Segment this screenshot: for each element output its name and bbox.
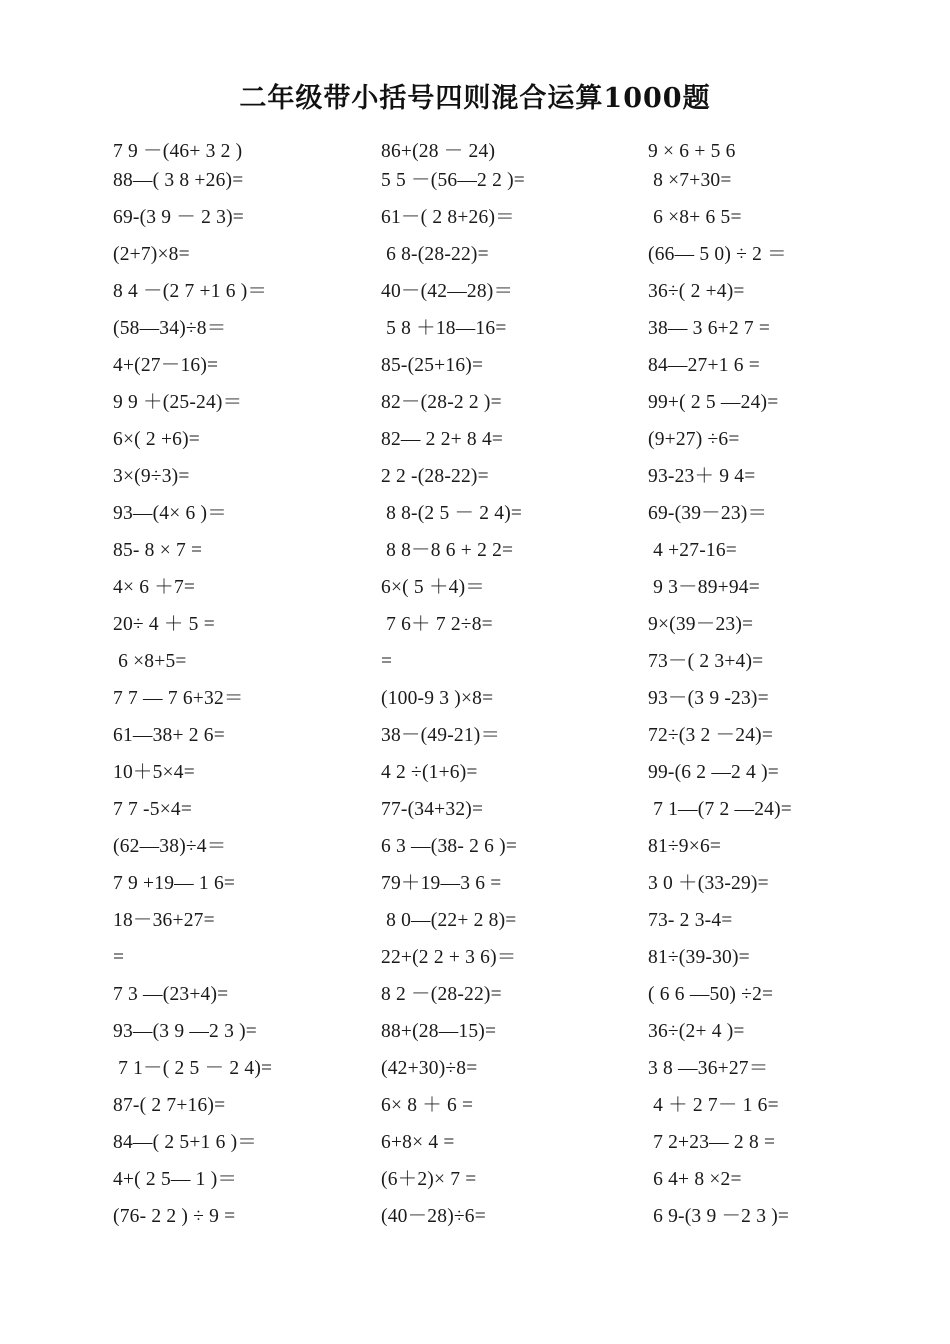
problem-item: [648, 347, 908, 384]
problem-item: [113, 458, 363, 495]
problem-item: [113, 754, 363, 791]
problem-text: 4 ＋ 2 7－ 1 6=: [648, 1095, 779, 1116]
problem-item: [648, 1161, 908, 1198]
problem-text: 88—( 3 8 +26)=: [113, 170, 244, 191]
problem-text: 6 ×8+5=: [113, 651, 187, 672]
problem-item: [113, 717, 363, 754]
problem-item: [113, 1161, 363, 1198]
problem-item: [381, 421, 631, 458]
problem-item: [648, 1198, 908, 1235]
problem-item: [113, 902, 363, 939]
problem-item: [113, 643, 363, 680]
problem-item: [113, 828, 363, 865]
problem-item: [648, 828, 908, 865]
problem-item: [381, 458, 631, 495]
problem-item: [648, 717, 908, 754]
problem-item: [648, 236, 908, 273]
problem-text: 86+(28 － 24): [381, 141, 496, 162]
problem-item: [381, 606, 631, 643]
problem-text: 8 ×7+30=: [648, 170, 732, 191]
problem-text: 3 0 ＋(33-29)=: [648, 873, 769, 894]
problem-text: 18－36+27=: [113, 910, 215, 931]
problem-text: 7 9 +19— 1 6=: [113, 873, 236, 894]
problem-item: [648, 199, 908, 236]
problem-text: 3×(9÷3)=: [113, 466, 190, 487]
problem-text: 69-(39－23)＝: [648, 503, 768, 524]
problem-text: 69-(3 9 － 2 3)=: [113, 207, 244, 228]
problem-item: [381, 495, 631, 532]
problem-item: [113, 199, 363, 236]
problem-text: 6×( 5 ＋4)＝: [381, 577, 485, 598]
problem-text: 87-( 2 7+16)=: [113, 1095, 226, 1116]
problem-item: [113, 680, 363, 717]
problem-text: 6×( 2 +6)=: [113, 429, 200, 450]
problem-text: 6+8× 4 =: [381, 1132, 455, 1153]
problem-item: [381, 1087, 631, 1124]
problem-item: [113, 384, 363, 421]
problem-text: 9 9 ＋(25-24)＝: [113, 392, 243, 413]
problem-text: 7 2+23— 2 8 =: [648, 1132, 776, 1153]
problem-item: [381, 1198, 631, 1235]
problem-text: (2+7)×8=: [113, 244, 190, 265]
problem-item: [648, 273, 908, 310]
problem-text: 4 2 ÷(1+6)=: [381, 762, 478, 783]
problem-text: 93—(3 9 —2 3 )=: [113, 1021, 257, 1042]
problem-text: 10＋5×4=: [113, 762, 195, 783]
problem-text: 79＋19—3 6 =: [381, 873, 502, 894]
problem-text: 7 3 —(23+4)=: [113, 984, 229, 1005]
problem-text: 85-(25+16)=: [381, 355, 484, 376]
problem-grid: [0, 132, 950, 1242]
problem-item: [113, 162, 363, 199]
problem-text: 9 × 6 + 5 6: [648, 141, 736, 162]
problem-item: [648, 606, 908, 643]
problem-text: =: [113, 947, 125, 968]
problem-item: [648, 1050, 908, 1087]
problem-item: [381, 347, 631, 384]
problem-text: 82－(28-2 2 )=: [381, 392, 502, 413]
problem-item: [381, 236, 631, 273]
problem-item: [113, 532, 363, 569]
problem-item: [113, 865, 363, 902]
problem-text: 61—38+ 2 6=: [113, 725, 225, 746]
problem-text: 85- 8 × 7 =: [113, 540, 203, 561]
problem-item: [113, 939, 363, 976]
problem-item: [381, 273, 631, 310]
problem-item: [648, 1087, 908, 1124]
problem-item: [381, 643, 631, 680]
problem-text: 6 3 —(38- 2 6 )=: [381, 836, 518, 857]
problem-item: [381, 754, 631, 791]
problem-text: =: [381, 651, 393, 672]
problem-column-3: [648, 132, 908, 1235]
problem-item: [113, 1087, 363, 1124]
problem-text: (66— 5 0) ÷ 2 ＝: [648, 244, 787, 265]
problem-item: [113, 273, 363, 310]
problem-item: [113, 1050, 363, 1087]
problem-item: [648, 791, 908, 828]
problem-text: ( 6 6 —50) ÷2=: [648, 984, 774, 1005]
problem-text: (40－28)÷6=: [381, 1206, 486, 1227]
problem-item: [113, 569, 363, 606]
problem-item: [648, 495, 908, 532]
problem-item: [113, 310, 363, 347]
problem-text: 6 ×8+ 6 5=: [648, 207, 742, 228]
problem-item: [381, 1161, 631, 1198]
problem-item: [648, 976, 908, 1013]
problem-text: 84—( 2 5+1 6 )＝: [113, 1132, 257, 1153]
problem-item: [381, 865, 631, 902]
problem-text: 93—(4× 6 )＝: [113, 503, 227, 524]
problem-item: [381, 384, 631, 421]
problem-item: [381, 976, 631, 1013]
problem-item: [648, 939, 908, 976]
problem-text: 5 8 ＋18—16=: [381, 318, 507, 339]
problem-item: [648, 680, 908, 717]
problem-text: 9×(39－23)=: [648, 614, 754, 635]
problem-text: 99+( 2 5 —24)=: [648, 392, 779, 413]
problem-text: 7 6＋ 7 2÷8=: [381, 614, 493, 635]
problem-text: (100-9 3 )×8=: [381, 688, 494, 709]
problem-text: 38－(49-21)＝: [381, 725, 501, 746]
problem-text: 8 4 －(2 7 +1 6 )＝: [113, 281, 268, 302]
problem-item: [113, 791, 363, 828]
problem-text: 7 7 -5×4=: [113, 799, 193, 820]
problem-text: 3 8 —36+27＝: [648, 1058, 769, 1079]
problem-text: 6 9-(3 9 －2 3 )=: [648, 1206, 790, 1227]
problem-text: 84—27+1 6 =: [648, 355, 760, 376]
problem-item: [648, 569, 908, 606]
problem-column-2: [381, 132, 631, 1235]
problem-item: [113, 1013, 363, 1050]
problem-text: 7 1－( 2 5 － 2 4)=: [113, 1058, 273, 1079]
problem-text: 5 5 －(56—2 2 )=: [381, 170, 525, 191]
problem-text: (62—38)÷4＝: [113, 836, 227, 857]
problem-item: [113, 132, 363, 162]
problem-text: 77-(34+32)=: [381, 799, 484, 820]
problem-text: 82— 2 2+ 8 4=: [381, 429, 504, 450]
problem-item: [648, 1013, 908, 1050]
problem-item: [648, 458, 908, 495]
problem-item: [648, 162, 908, 199]
problem-item: [381, 939, 631, 976]
problem-text: 7 9 －(46+ 3 2 ): [113, 141, 243, 162]
problem-item: [381, 132, 631, 162]
problem-text: 72÷(3 2 －24)=: [648, 725, 774, 746]
problem-item: [113, 1124, 363, 1161]
problem-item: [113, 347, 363, 384]
problem-text: 6 8-(28-22)=: [381, 244, 489, 265]
problem-text: 93－(3 9 -23)=: [648, 688, 769, 709]
problem-text: 9 3－89+94=: [648, 577, 760, 598]
problem-text: 2 2 -(28-22)=: [381, 466, 489, 487]
problem-item: [381, 791, 631, 828]
problem-item: [381, 1013, 631, 1050]
problem-text: 73－( 2 3+4)=: [648, 651, 764, 672]
problem-text: 6 4+ 8 ×2=: [648, 1169, 742, 1190]
problem-text: 4× 6 ＋7=: [113, 577, 196, 598]
problem-item: [381, 532, 631, 569]
problem-item: [113, 976, 363, 1013]
problem-item: [381, 1124, 631, 1161]
problem-text: 7 7 — 7 6+32＝: [113, 688, 244, 709]
problem-text: 40－(42—28)＝: [381, 281, 514, 302]
problem-text: 36÷( 2 +4)=: [648, 281, 745, 302]
problem-item: [648, 754, 908, 791]
problem-item: [381, 717, 631, 754]
problem-text: 36÷(2+ 4 )=: [648, 1021, 745, 1042]
problem-text: (6＋2)× 7 =: [381, 1169, 477, 1190]
problem-text: 6× 8 ＋ 6 =: [381, 1095, 474, 1116]
problem-text: (76- 2 2 ) ÷ 9 =: [113, 1206, 236, 1227]
problem-item: [648, 384, 908, 421]
problem-text: 4+(27－16)=: [113, 355, 219, 376]
problem-text: (9+27) ÷6=: [648, 429, 740, 450]
problem-text: 8 8－8 6 + 2 2=: [381, 540, 514, 561]
problem-text: (42+30)÷8=: [381, 1058, 478, 1079]
problem-text: 38— 3 6+2 7 =: [648, 318, 771, 339]
problem-item: [648, 643, 908, 680]
problem-item: [113, 236, 363, 273]
problem-text: 88+(28—15)=: [381, 1021, 497, 1042]
problem-item: [113, 1198, 363, 1235]
problem-item: [648, 865, 908, 902]
problem-item: [648, 1124, 908, 1161]
problem-item: [113, 495, 363, 532]
problem-text: 8 0—(22+ 2 8)=: [381, 910, 517, 931]
page-title: 二年级带小括号四则混合运算1000题: [239, 83, 711, 114]
problem-text: 99-(6 2 —2 4 )=: [648, 762, 779, 783]
problem-column-1: [113, 132, 363, 1235]
problem-text: 22+(2 2 + 3 6)＝: [381, 947, 517, 968]
problem-text: 81÷(39-30)=: [648, 947, 750, 968]
problem-text: 8 2 －(28-22)=: [381, 984, 502, 1005]
problem-item: [648, 132, 908, 162]
problem-item: [113, 421, 363, 458]
problem-item: [381, 1050, 631, 1087]
problem-text: 73- 2 3-4=: [648, 910, 733, 931]
problem-text: (58—34)÷8＝: [113, 318, 227, 339]
problem-item: [113, 606, 363, 643]
problem-text: 4+( 2 5— 1 )＝: [113, 1169, 238, 1190]
problem-text: 61－( 2 8+26)＝: [381, 207, 515, 228]
problem-item: [648, 532, 908, 569]
problem-item: [381, 310, 631, 347]
problem-text: 93-23＋ 9 4=: [648, 466, 756, 487]
problem-text: 7 1—(7 2 —24)=: [648, 799, 792, 820]
problem-item: [381, 569, 631, 606]
problem-text: 8 8-(2 5 － 2 4)=: [381, 503, 523, 524]
problem-item: [381, 162, 631, 199]
problem-item: [648, 902, 908, 939]
problem-text: 4 +27-16=: [648, 540, 737, 561]
problem-item: [381, 199, 631, 236]
problem-text: 20÷ 4 ＋ 5 =: [113, 614, 215, 635]
problem-item: [648, 421, 908, 458]
problem-text: 81÷9×6=: [648, 836, 722, 857]
problem-item: [381, 902, 631, 939]
problem-item: [381, 828, 631, 865]
problem-item: [648, 310, 908, 347]
problem-item: [381, 680, 631, 717]
